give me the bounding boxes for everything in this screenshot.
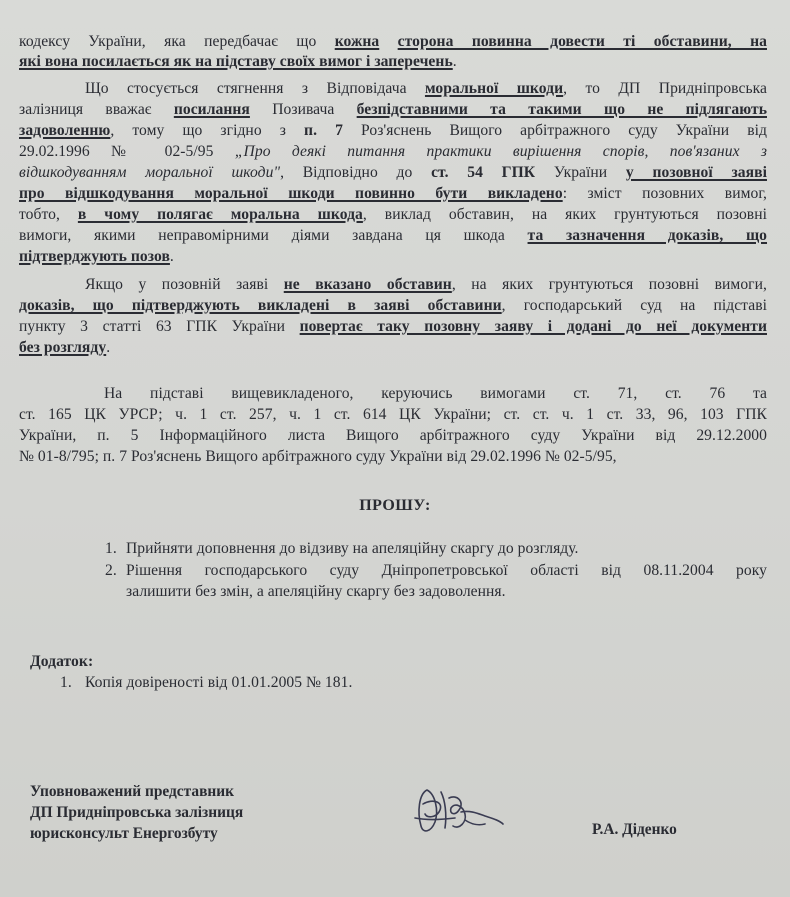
text-run: , тому що згідно з	[110, 122, 305, 139]
text-run: : зміст позовних вимог,	[562, 185, 767, 202]
text-run: Якщо у позовній заяві	[85, 276, 284, 293]
emphasis-run: безпідставними та такими що не підлягають	[356, 101, 767, 118]
p4-line-1: На підставі вищевикладеного, керуючись вимогами ст. 71, ст. 76 та	[104, 385, 767, 402]
bold-run: п. 7	[304, 122, 343, 139]
emphasis-run: задоволенню	[19, 122, 111, 139]
p2-line-5	[19, 163, 767, 183]
appendix-item: Копія довіреності від 01.01.2005 № 181.	[85, 674, 353, 691]
p4-line-4: № 01-8/795; п. 7 Роз'яснень Вищого арбітражного суду України від 29.02.1996 № 02-5/95,	[19, 448, 617, 465]
text-run: .	[106, 339, 111, 356]
handwritten-signature	[405, 780, 515, 855]
p2-line-2	[19, 100, 767, 120]
p2-line-8	[19, 226, 767, 246]
emphasis-run: моральної шкоди	[424, 80, 564, 97]
text-run: тобто,	[19, 206, 78, 223]
p1-line-1	[19, 32, 767, 52]
text-run	[379, 33, 397, 50]
text-run: , на яких грунтуються позовні вимоги,	[451, 276, 767, 293]
bold-run: ст. 54 ГПК	[431, 164, 536, 181]
text-run: , то ДП Придніпровська	[563, 80, 767, 97]
p2-line-3	[19, 121, 767, 141]
text-run: , виклад обставин, на яких грунтуються позовні	[362, 206, 767, 223]
text-run: кодексу України, яка передбачає що	[19, 33, 335, 50]
text-run: .	[169, 248, 174, 265]
p2-line-7	[19, 205, 767, 225]
appendix-title: Додаток:	[30, 653, 94, 670]
emphasis-run: кожна	[334, 33, 380, 50]
p4-line-3: України, п. 5 Інформаційного листа Вищого арбітражного суду України від 29.12.2000	[19, 427, 767, 444]
text-run: пункту 3 статті 63 ГПК України	[19, 318, 300, 335]
text-run: Роз'яснень Вищого арбітражного суду України від	[342, 122, 767, 139]
text-run: залізниця вважає	[19, 101, 174, 118]
text-run: .	[452, 53, 457, 70]
text-run: вимоги, якими неправомірними діями завдана ця шкода	[19, 227, 528, 244]
signature-graphic	[405, 780, 515, 850]
emphasis-run: та зазначення доказів, що	[527, 227, 768, 244]
p1-line-2	[19, 52, 767, 72]
text-run: , господарський суд на підставі	[501, 297, 767, 314]
emphasis-run: посилання	[173, 101, 250, 118]
italic-run: відшкодуванням моральної шкоди"	[19, 164, 281, 181]
request-text: Рішення господарського суду Дніпропетровської області від 08.11.2004 року	[126, 562, 767, 579]
p2-line-6	[19, 184, 767, 204]
emphasis-run: підтверджують позов	[19, 248, 170, 265]
p2-line-9	[19, 247, 767, 267]
p3-line-4	[19, 338, 767, 358]
p3-line-1	[85, 275, 767, 295]
signatory-line-2: ДП Придніпровська залізниця	[30, 804, 244, 821]
request-title: ПРОШУ:	[359, 497, 431, 514]
emphasis-run: сторона повинна довести ті обставини, на	[397, 33, 767, 50]
text-run: 29.02.1996 № 02-5/95	[19, 143, 235, 160]
p3-line-3	[19, 317, 767, 337]
signatory-line-1: Уповноважений представник	[30, 783, 234, 800]
appendix-number: 1.	[60, 674, 72, 691]
emphasis-run: у позовної заяві	[625, 164, 767, 181]
request-text: Прийняти доповнення до відзиву на апеляційну скаргу до розгляду.	[126, 540, 579, 557]
emphasis-run: про відшкодування моральної шкоди повинно бути викладено	[19, 185, 563, 202]
emphasis-run: які вона посилається як на підставу своїх вимог і заперечень	[19, 53, 453, 70]
request-number: 1.	[105, 540, 117, 557]
emphasis-run: доказів, що підтверджують викладені в заяві обставини	[19, 297, 502, 314]
p4-line-2: ст. 165 ЦК УРСР; ч. 1 ст. 257, ч. 1 ст. 614 ЦК України; ст. ст. ч. 1 ст. 33, 96, 103 ГПК	[19, 406, 767, 423]
text-run: Позивача	[249, 101, 357, 118]
p2-line-1	[85, 79, 767, 99]
signatory-line-3: юрисконсульт Енергозбуту	[30, 825, 218, 842]
text-run: , Відповідно до	[280, 164, 432, 181]
text-run: Що стосується стягнення з Відповідача	[85, 80, 425, 97]
emphasis-run: не вказано обставин	[283, 276, 452, 293]
p3-line-2	[19, 296, 767, 316]
p2-line-4	[19, 142, 767, 162]
signatory-title	[30, 781, 243, 844]
emphasis-run: без розгляду	[19, 339, 107, 356]
emphasis-run: повертає таку позовну заяву і додані до неї документи	[299, 318, 767, 335]
request-text-continued: залишити без змін, а апеляційну скаргу без задоволення.	[126, 583, 506, 600]
request-number: 2.	[105, 562, 117, 579]
signatory-name: Р.А. Діденко	[592, 821, 677, 838]
italic-run: „Про деякі питання практики вирішення спорів, пов'язаних з	[234, 143, 767, 160]
text-run: України	[535, 164, 626, 181]
emphasis-run: в чому полягає моральна шкода	[77, 206, 363, 223]
